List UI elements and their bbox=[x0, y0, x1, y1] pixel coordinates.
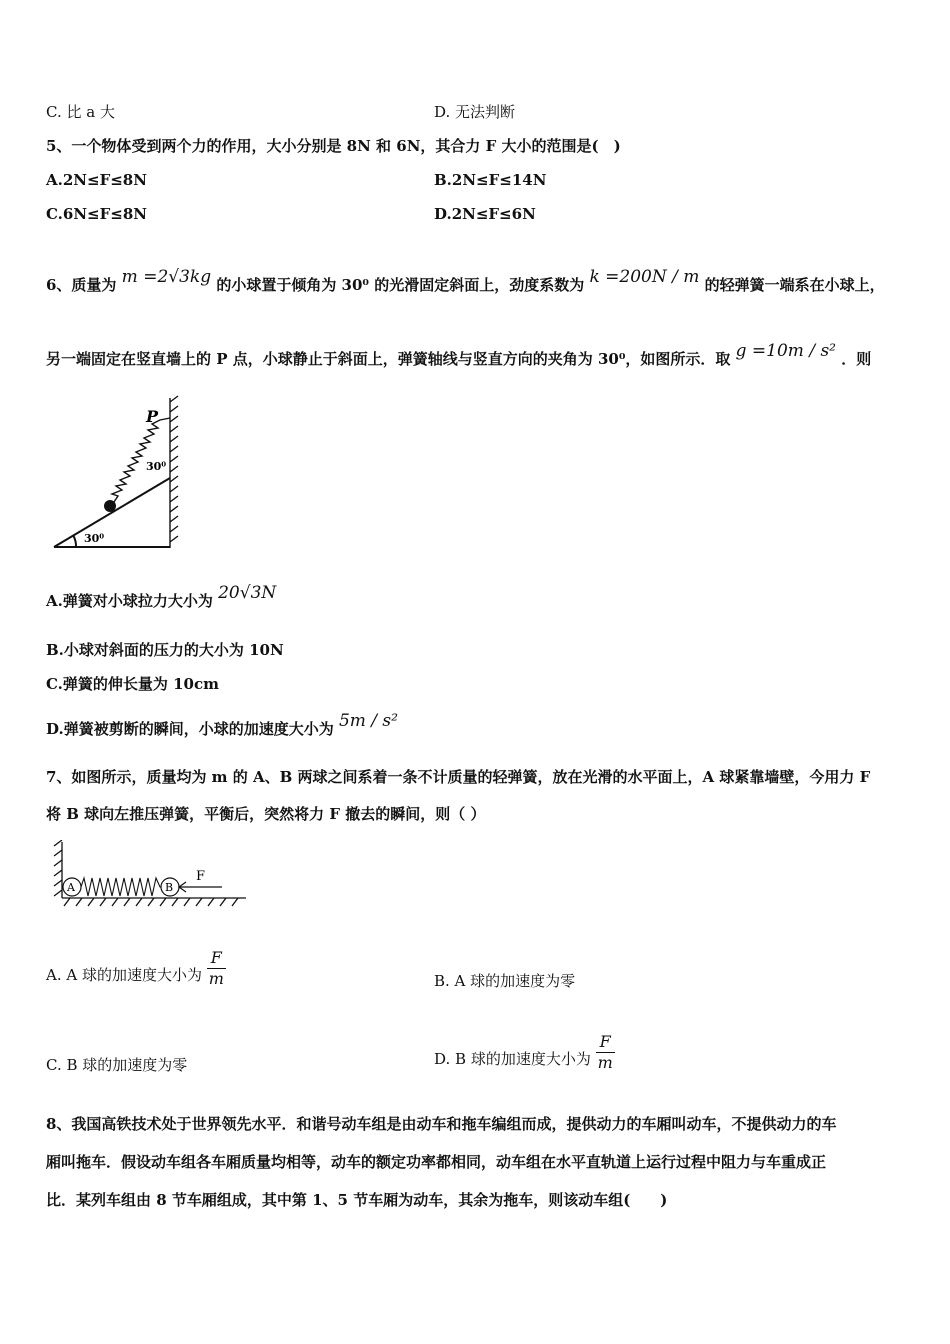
q7-stem-line-1: 7、如图所示，质量均为 m 的 A、B 两球之间系着一条不计质量的轻弹簧，放在光滑的水平面上，A 球紧靠墙壁，今用力 F bbox=[46, 768, 871, 786]
q7-ball-a-label: A bbox=[67, 881, 75, 894]
q7-force-label: F bbox=[196, 869, 206, 884]
q8-line-3: 比．某列车组由 8 节车厢组成，其中第 1、5 节车厢为动车，其余为拖车，则该动车组( ) bbox=[46, 1191, 668, 1209]
q6-stem-part-3: 的轻弹簧一端系在小球上， bbox=[704, 276, 885, 294]
q7-option-a-denominator: m bbox=[208, 968, 224, 988]
q6-gravity-expression: g =10m / s² bbox=[735, 341, 836, 361]
q7-option-a-numerator: F bbox=[207, 948, 226, 969]
q6-option-a-expression: 20√3N bbox=[218, 583, 277, 603]
q7-option-d-numerator: F bbox=[596, 1032, 615, 1053]
q5-option-a: A.2N≤F≤8N bbox=[46, 171, 147, 189]
q7-option-b: B. A 球的加速度为零 bbox=[434, 972, 576, 990]
q6-option-a-text: A.弹簧对小球拉力大小为 bbox=[46, 592, 213, 610]
q6-option-a bbox=[46, 583, 277, 616]
q6-figure-angle-top: 30⁰ bbox=[146, 460, 167, 473]
q6-stem-line-2 bbox=[46, 341, 872, 374]
q5-option-d: D.2N≤F≤6N bbox=[434, 205, 536, 223]
q8-line-1: 8、我国高铁技术处于世界领先水平．和谐号动车组是由动车和拖车编组而成，提供动力的车厢叫动车，不提供动力的车 bbox=[46, 1115, 837, 1133]
q7-option-d bbox=[434, 1029, 615, 1073]
q6-stem-part-1: 6、质量为 bbox=[46, 276, 117, 294]
q6-option-d-expression: 5m / s² bbox=[338, 711, 398, 731]
q7-option-c: C. B 球的加速度为零 bbox=[46, 1056, 188, 1074]
q7-option-a bbox=[46, 945, 226, 989]
q6-option-d-text: D.弹簧被剪断的瞬间，小球的加速度大小为 bbox=[46, 720, 334, 738]
q8-line-2: 厢叫拖车．假设动车组各车厢质量均相等，动车的额定功率都相同，动车组在水平直轨道上运行过程中阻力与车重成正 bbox=[46, 1153, 827, 1171]
q4-option-d: D. 无法判断 bbox=[434, 103, 516, 121]
q7-option-d-denominator: m bbox=[597, 1052, 613, 1072]
q6-stem-part-2: 的小球置于倾角为 30⁰ 的光滑固定斜面上，劲度系数为 bbox=[216, 276, 585, 294]
q6-incline-figure bbox=[46, 392, 186, 554]
q7-spring-figure bbox=[50, 840, 250, 908]
q6-mass-expression: m =2√3kg bbox=[121, 267, 212, 287]
q7-option-a-text: A. A 球的加速度大小为 bbox=[46, 966, 202, 984]
q7-option-d-fraction bbox=[596, 1032, 615, 1073]
q6-option-c: C.弹簧的伸长量为 10cm bbox=[46, 675, 219, 693]
q7-ball-b-label: B bbox=[165, 881, 174, 894]
q7-option-a-fraction bbox=[207, 948, 226, 989]
q6-option-b: B.小球对斜面的压力的大小为 10N bbox=[46, 641, 284, 659]
q6-spring-constant-expression: k =200N / m bbox=[589, 267, 700, 287]
q7-stem-line-2: 将 B 球向左推压弹簧，平衡后，突然将力 F 撤去的瞬间，则（ ） bbox=[46, 805, 486, 823]
q5-stem: 5、一个物体受到两个力的作用，大小分别是 8N 和 6N，其合力 F 大小的范围是( ) bbox=[46, 137, 621, 155]
q6-figure-label-p: P bbox=[146, 407, 159, 426]
q6-stem-line-1 bbox=[46, 267, 885, 300]
q6-stem-part-4: 另一端固定在竖直墙上的 P 点，小球静止于斜面上，弹簧轴线与竖直方向的夹角为 30⁰，如图所示．取 bbox=[46, 350, 731, 368]
q6-stem-part-5: ．则 bbox=[841, 350, 872, 368]
q5-option-c: C.6N≤F≤8N bbox=[46, 205, 147, 223]
q6-option-d bbox=[46, 711, 398, 744]
q7-option-d-text: D. B 球的加速度大小为 bbox=[434, 1050, 591, 1068]
q5-option-b: B.2N≤F≤14N bbox=[434, 171, 547, 189]
q4-option-c: C. 比 a 大 bbox=[46, 103, 115, 121]
q6-figure-angle-bottom: 30⁰ bbox=[84, 532, 105, 545]
